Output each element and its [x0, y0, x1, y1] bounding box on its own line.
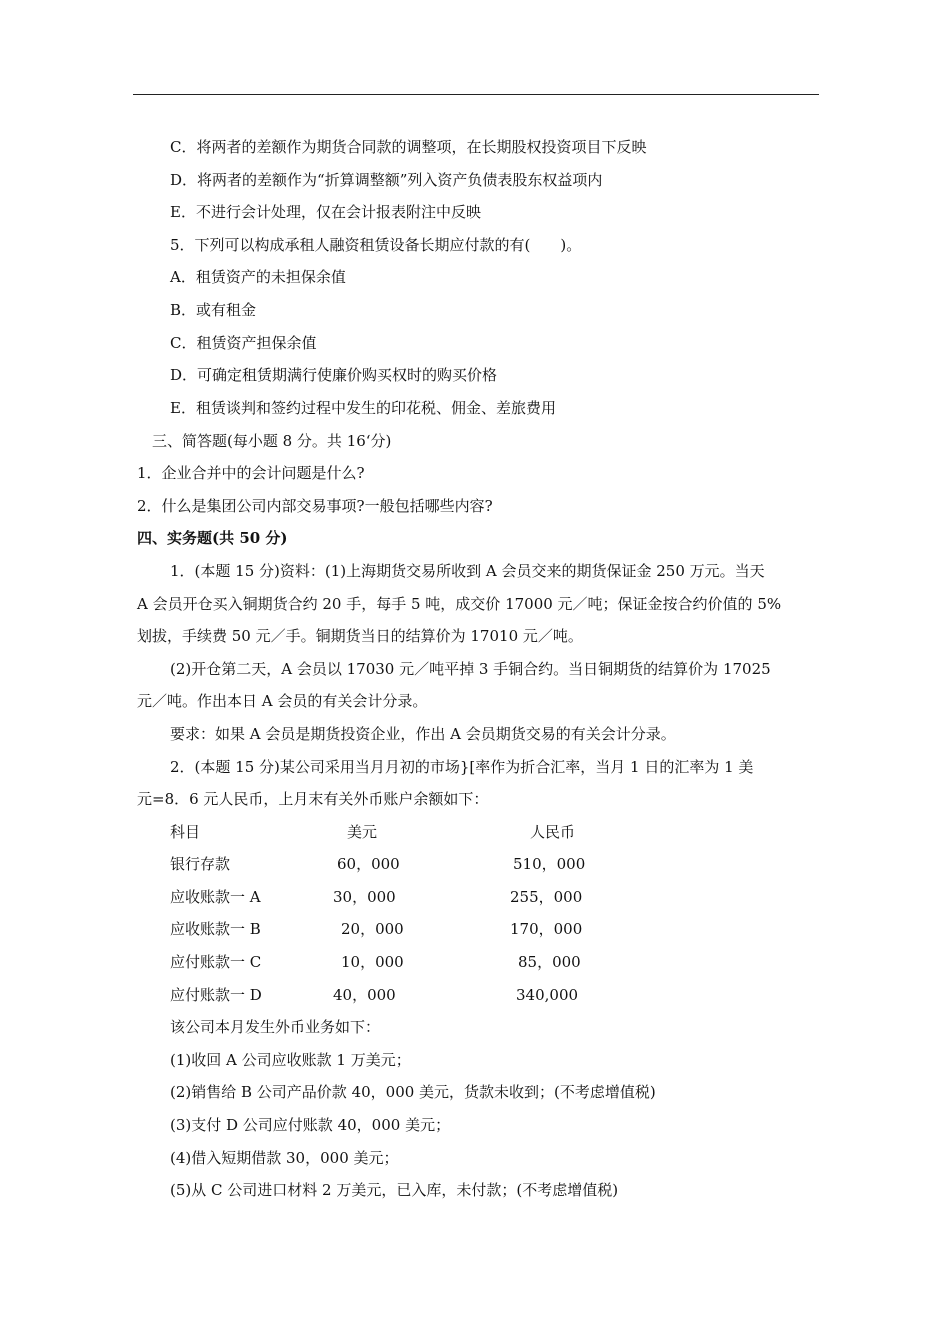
practice-1-part-2-line-1: (2)开仓第二天，A 会员以 17030 元／吨平掉 3 手铜合约。当日铜期货的结算价为 17025	[170, 660, 771, 678]
table-header-rmb: 人民币	[530, 823, 576, 841]
table-row-1-rmb: 510，000	[513, 855, 586, 873]
table-header-subject: 科目	[170, 823, 201, 841]
question-5: 5．下列可以构成承租人融资租赁设备长期应付款的有( )。	[170, 236, 582, 254]
business-intro: 该公司本月发生外币业务如下：	[170, 1018, 381, 1036]
table-row-2-rmb: 255，000	[510, 888, 583, 906]
table-row-2-usd: 30，000	[333, 888, 396, 906]
table-row-1-usd: 60，000	[337, 855, 400, 873]
option-q4-c: C．将两者的差额作为期货合同款的调整项，在长期股权投资项目下反映	[170, 138, 647, 156]
option-q5-b: B．或有租金	[170, 301, 257, 319]
option-q5-a: A．租赁资产的未担保余值	[170, 268, 346, 286]
table-row-3-subject: 应收账款一 B	[170, 920, 261, 938]
table-row-4-usd: 10，000	[341, 953, 404, 971]
table-row-1-subject: 银行存款	[170, 855, 231, 873]
option-q4-e: E．不进行会计处理，仅在会计报表附注中反映	[170, 203, 481, 221]
option-q5-e: E．租赁谈判和签约过程中发生的印花税、佣金、差旅费用	[170, 399, 556, 417]
option-q4-d: D．将两者的差额作为“折算调整额”列入资产负债表股东权益项内	[170, 171, 603, 189]
table-row-3-rmb: 170，000	[510, 920, 583, 938]
table-row-4-subject: 应付账款一 C	[170, 953, 262, 971]
table-row-3-usd: 20，000	[341, 920, 404, 938]
table-header-usd: 美元	[347, 823, 378, 841]
section-3-title: 三、简答题(每小题 8 分。共 16‘分)	[152, 432, 392, 450]
business-item-4: (4)借入短期借款 30，000 美元；	[170, 1149, 399, 1167]
table-row-5-usd: 40，000	[333, 986, 396, 1004]
option-q5-c: C．租赁资产担保余值	[170, 334, 317, 352]
table-row-2-subject: 应收账款一 A	[170, 888, 261, 906]
business-item-5: (5)从 C 公司进口材料 2 万美元，已入库，未付款；(不考虑增值税)	[170, 1181, 619, 1199]
business-item-3: (3)支付 D 公司应付账款 40，000 美元；	[170, 1116, 451, 1134]
option-q5-d: D．可确定租赁期满行使廉价购买权时的购买价格	[170, 366, 498, 384]
business-item-1: (1)收回 A 公司应收账款 1 万美元；	[170, 1051, 411, 1069]
table-row-4-rmb: 85，000	[518, 953, 581, 971]
section-3-q1: 1．企业合并中的会计问题是什么?	[137, 464, 365, 482]
table-row-5-rmb: 340,000	[516, 986, 579, 1004]
practice-1-line-2: A 会员开仓买入铜期货合约 20 手，每手 5 吨，成交价 17000 元／吨；保证金按合约价值的 5%	[137, 595, 782, 613]
practice-1-requirement: 要求：如果 A 会员是期货投资企业，作出 A 会员期货交易的有关会计分录。	[170, 725, 676, 743]
business-item-2: (2)销售给 B 公司产品价款 40，000 美元，货款未收到；(不考虑增值税)	[170, 1083, 656, 1101]
section-3-q2: 2．什么是集团公司内部交易事项?一般包括哪些内容?	[137, 497, 493, 515]
practice-2-line-1: 2．(本题 15 分)某公司采用当月月初的市场}[率作为折合汇率，当月 1 日的汇率为 1 美	[170, 758, 754, 776]
practice-1-line-1: 1．(本题 15 分)资料：(1)上海期货交易所收到 A 会员交来的期货保证金 250 万元。当天	[170, 562, 765, 580]
section-4-title: 四、实务题(共 50 分)	[137, 529, 288, 547]
header-rule	[133, 94, 819, 95]
practice-2-line-2: 元=8．6 元人民币，上月末有关外币账户余额如下：	[137, 790, 489, 808]
practice-1-line-3: 划拔，手续费 50 元／手。铜期货当日的结算价为 17010 元／吨。	[137, 627, 583, 645]
table-row-5-subject: 应付账款一 D	[170, 986, 262, 1004]
practice-1-part-2-line-2: 元／吨。作出本日 A 会员的有关会计分录。	[137, 692, 428, 710]
